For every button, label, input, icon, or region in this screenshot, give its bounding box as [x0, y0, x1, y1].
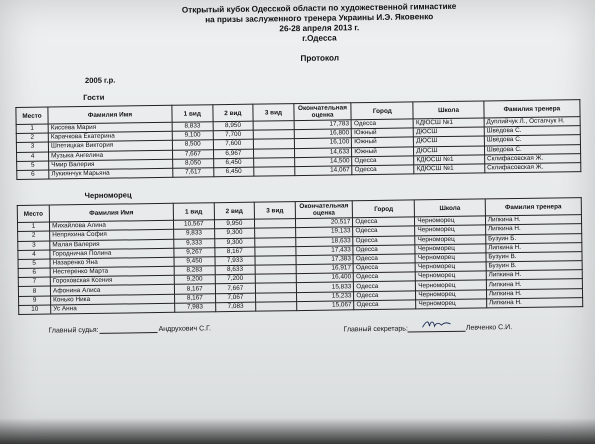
header-line-2: на призы заслуженного тренера Украины И.Э. Яковенко	[205, 12, 434, 25]
cell-coach: Бузуин Б.	[486, 233, 582, 244]
cell-v1: 8,283	[174, 266, 215, 276]
cell-v1: 8,833	[172, 122, 213, 132]
judge-label: Главный судья:	[48, 326, 99, 335]
cell-city: Южный	[352, 128, 414, 138]
cell-name: Конько Ника	[51, 294, 175, 305]
col-city: Город	[353, 200, 415, 218]
cell-total: 14,067	[294, 166, 352, 176]
cell-coach: Бузуин В.	[486, 261, 582, 272]
cell-v1: 8,050	[173, 158, 214, 168]
cell-v1: 7,667	[172, 149, 213, 159]
cell-v2: 8,950	[213, 121, 254, 131]
cell-place: 2	[18, 231, 50, 241]
cell-coach: Склифасовская Ж.	[485, 163, 581, 174]
cell-school: Черноморец	[416, 299, 487, 309]
cell-total: 14,633	[294, 147, 352, 157]
judge-name: Андрухович С.Г.	[158, 325, 211, 334]
cell-v2: 6,450	[213, 167, 254, 177]
col-total-line2: оценка	[311, 111, 334, 119]
cell-place: 5	[18, 259, 50, 269]
col-total-line2: оценка	[312, 209, 335, 217]
photo-dark-edge	[0, 418, 595, 444]
col-school: Школа	[413, 101, 484, 119]
cell-school: Черноморец	[415, 225, 486, 235]
col-total	[294, 103, 352, 121]
cell-total: 17,433	[296, 245, 354, 255]
cell-v1: 7,983	[175, 303, 216, 313]
cell-v2: 7,933	[215, 256, 256, 266]
cell-v2: 9,300	[214, 238, 255, 248]
cell-v2: 9,300	[214, 228, 255, 238]
handwritten-signature-icon	[422, 318, 452, 330]
col-place: Место	[16, 107, 48, 124]
cell-coach: Дуплийчук Л., Остапчук Н.	[484, 117, 580, 128]
cell-city: Одесса	[353, 254, 415, 264]
cell-total: 18,633	[295, 236, 353, 246]
cell-name: Городничая Полина	[50, 248, 174, 259]
cell-city: Одесса	[353, 226, 415, 236]
cell-city: Одесса	[354, 291, 416, 301]
col-total	[295, 201, 353, 219]
cell-name: Афонина Алиса	[50, 285, 174, 296]
col-v1: 1 вид	[173, 203, 214, 221]
cell-school: ДЮСШ	[414, 136, 485, 146]
cell-v2: 7,083	[215, 302, 256, 312]
secretary-sign-line	[408, 322, 466, 333]
cell-school: КДЮСШ №1	[414, 155, 485, 165]
cell-total: 16,400	[296, 273, 354, 283]
cell-v1: 9,267	[174, 247, 215, 257]
col-name: Фамилия Имя	[48, 105, 172, 124]
cell-school: Черноморец	[415, 262, 486, 272]
cell-v2: 6,967	[213, 149, 254, 159]
cell-v1: 9,450	[174, 257, 215, 267]
cell-name: Карачкова Екатерина	[48, 131, 172, 142]
cell-school: Черноморец	[416, 290, 487, 300]
cell-place: 7	[18, 277, 50, 287]
cell-total: 17,383	[296, 255, 354, 265]
cell-total: 15,833	[296, 282, 354, 292]
cell-total: 16,917	[296, 264, 354, 274]
group-title-chernomorets: Черноморец	[84, 190, 132, 201]
cell-place: 1	[16, 124, 48, 134]
cell-city: Одесса	[353, 263, 415, 273]
cell-place: 1	[17, 222, 49, 232]
cell-total: 16,100	[294, 138, 352, 148]
col-v3: 3 вид	[253, 104, 294, 122]
col-v2: 2 вид	[214, 202, 255, 220]
cell-coach: Липкина Н.	[486, 242, 582, 253]
col-name: Фамилия Имя	[49, 203, 173, 222]
cell-coach: Липкина Н.	[486, 297, 582, 308]
judge-sign-line	[100, 332, 158, 334]
results-table-chernomorets	[17, 197, 583, 315]
cell-v2: 7,700	[213, 130, 254, 140]
chernomorets-table-body	[17, 215, 582, 315]
cell-name: Лукиянчук Марьяна	[49, 168, 173, 179]
cell-coach: Склифасовская Ж.	[484, 153, 580, 164]
cell-v1: 7,617	[173, 168, 214, 178]
cell-name: Ус Анна	[51, 303, 175, 314]
cell-place: 4	[17, 152, 49, 162]
cell-school: КДЮСШ №1	[413, 118, 484, 128]
cell-v2: 8,167	[214, 247, 255, 257]
cell-school: Черноморец	[415, 234, 486, 244]
cell-total: 20,517	[295, 218, 353, 228]
cell-v2: 8,633	[215, 265, 256, 275]
cell-total: 15,233	[296, 291, 354, 301]
cell-place: 10	[19, 305, 51, 315]
cell-name: Назаренко Яна	[50, 257, 174, 268]
cell-coach: Липкина Н.	[486, 270, 582, 281]
header-line-4: г.Одесса	[302, 33, 337, 43]
cell-total: 14,500	[294, 157, 352, 167]
cell-place: 6	[18, 268, 50, 278]
cell-school: Черноморец	[416, 271, 487, 281]
cell-place: 8	[18, 286, 50, 296]
cell-v3	[256, 301, 297, 311]
cell-v2: 7,067	[215, 293, 256, 303]
cell-v1: 8,167	[174, 284, 215, 294]
cell-school: Черноморец	[415, 244, 486, 254]
document-header	[54, 0, 585, 47]
cell-city: Одесса	[353, 245, 415, 255]
cell-city: Одесса	[352, 156, 414, 166]
cell-place: 9	[19, 296, 51, 306]
col-v2: 2 вид	[212, 104, 253, 122]
results-table-guests	[15, 99, 581, 180]
cell-city: Одесса	[354, 272, 416, 282]
cell-place: 3	[16, 142, 48, 152]
cell-city: Одесса	[354, 300, 416, 310]
judge-signature	[48, 323, 343, 337]
cell-name: Шпетицкая Виктория	[48, 141, 172, 152]
col-school: Школа	[415, 199, 486, 217]
cell-city: Одесса	[354, 281, 416, 291]
cell-school: ДЮСШ	[414, 146, 485, 156]
year-label: 2005 г.р.	[84, 75, 116, 86]
secretary-signature	[343, 321, 512, 333]
cell-school: КДЮСШ №1	[414, 164, 485, 174]
cell-coach: Шведова С.	[484, 135, 580, 146]
cell-v2: 7,600	[213, 140, 254, 150]
cell-name: Малая Валерия	[50, 239, 174, 250]
cell-place: 3	[18, 241, 50, 251]
cell-place: 2	[16, 133, 48, 143]
cell-name: Чмир Валерия	[49, 159, 173, 170]
cell-v2: 9,950	[214, 219, 255, 229]
cell-v2: 7,667	[215, 284, 256, 294]
group-title-guests: Гости	[83, 92, 105, 103]
col-v3: 3 вид	[254, 202, 295, 220]
cell-place: 5	[17, 161, 49, 171]
guests-table-body	[16, 117, 581, 180]
secretary-label: Главный секретарь:	[343, 325, 408, 334]
document-content	[14, 0, 589, 338]
cell-city: Одесса	[353, 235, 415, 245]
cell-school: Черноморец	[416, 280, 487, 290]
col-coach: Фамилия тренера	[484, 100, 580, 118]
cell-name: Музыка Ангелина	[49, 150, 173, 161]
cell-v1: 9,833	[174, 229, 215, 239]
cell-school: Черноморец	[415, 216, 486, 226]
cell-city: Одесса	[353, 217, 415, 227]
cell-coach: Липкина Н.	[485, 215, 581, 226]
cell-total: 15,067	[296, 301, 354, 311]
cell-name: Михайлова Алина	[50, 220, 174, 231]
col-v1: 1 вид	[172, 105, 213, 123]
cell-name: Нестеренко Марта	[50, 266, 174, 277]
cell-v1: 9,100	[172, 131, 213, 141]
cell-city: Одесса	[351, 119, 413, 129]
col-place: Место	[17, 205, 49, 222]
cell-v2: 6,450	[213, 158, 254, 168]
secretary-name: Левченко С.И.	[465, 324, 513, 332]
cell-name: Гороховская Ксения	[50, 276, 174, 287]
cell-coach: Липкина Н.	[485, 224, 581, 235]
protocol-title: Протокол	[300, 53, 340, 64]
cell-school: Черноморец	[415, 253, 486, 263]
cell-city: Одесса	[352, 165, 414, 175]
signatures	[48, 320, 588, 338]
cell-name: Киссева Мария	[48, 122, 172, 133]
cell-place: 6	[17, 170, 49, 180]
cell-coach: Шведова С.	[484, 126, 580, 137]
col-city: Город	[351, 102, 413, 120]
cell-name: Непряхина София	[50, 230, 174, 241]
col-coach: Фамилия тренера	[485, 198, 581, 216]
cell-v1: 8,167	[174, 293, 215, 303]
header-line-3: 26-28 апреля 2013 г.	[279, 23, 360, 34]
cell-city: Южный	[352, 146, 414, 156]
cell-v1: 9,200	[174, 275, 215, 285]
cell-total: 16,800	[294, 129, 352, 139]
cell-total: 17,783	[294, 120, 352, 130]
cell-v1: 10,567	[173, 220, 214, 230]
cell-coach: Шведова С.	[484, 144, 580, 155]
cell-place: 4	[18, 250, 50, 260]
col-total-line1: Окончательная	[297, 104, 347, 113]
cell-v1: 8,500	[172, 140, 213, 150]
cell-city: Южный	[352, 137, 414, 147]
cell-coach: Липкина Н.	[486, 288, 582, 299]
cell-coach: Липкина Н.	[486, 279, 582, 290]
cell-total: 19,133	[295, 227, 353, 237]
cell-v2: 7,200	[215, 274, 256, 284]
cell-school: ДЮСШ	[414, 127, 485, 137]
header-line-1: Открытый кубок Одесской области по художественной гимнастике	[181, 1, 457, 15]
cell-coach: Бузуин В.	[486, 251, 582, 262]
cell-v3	[254, 167, 295, 177]
col-total-line1: Окончательная	[299, 202, 349, 211]
cell-v1: 9,333	[174, 238, 215, 248]
